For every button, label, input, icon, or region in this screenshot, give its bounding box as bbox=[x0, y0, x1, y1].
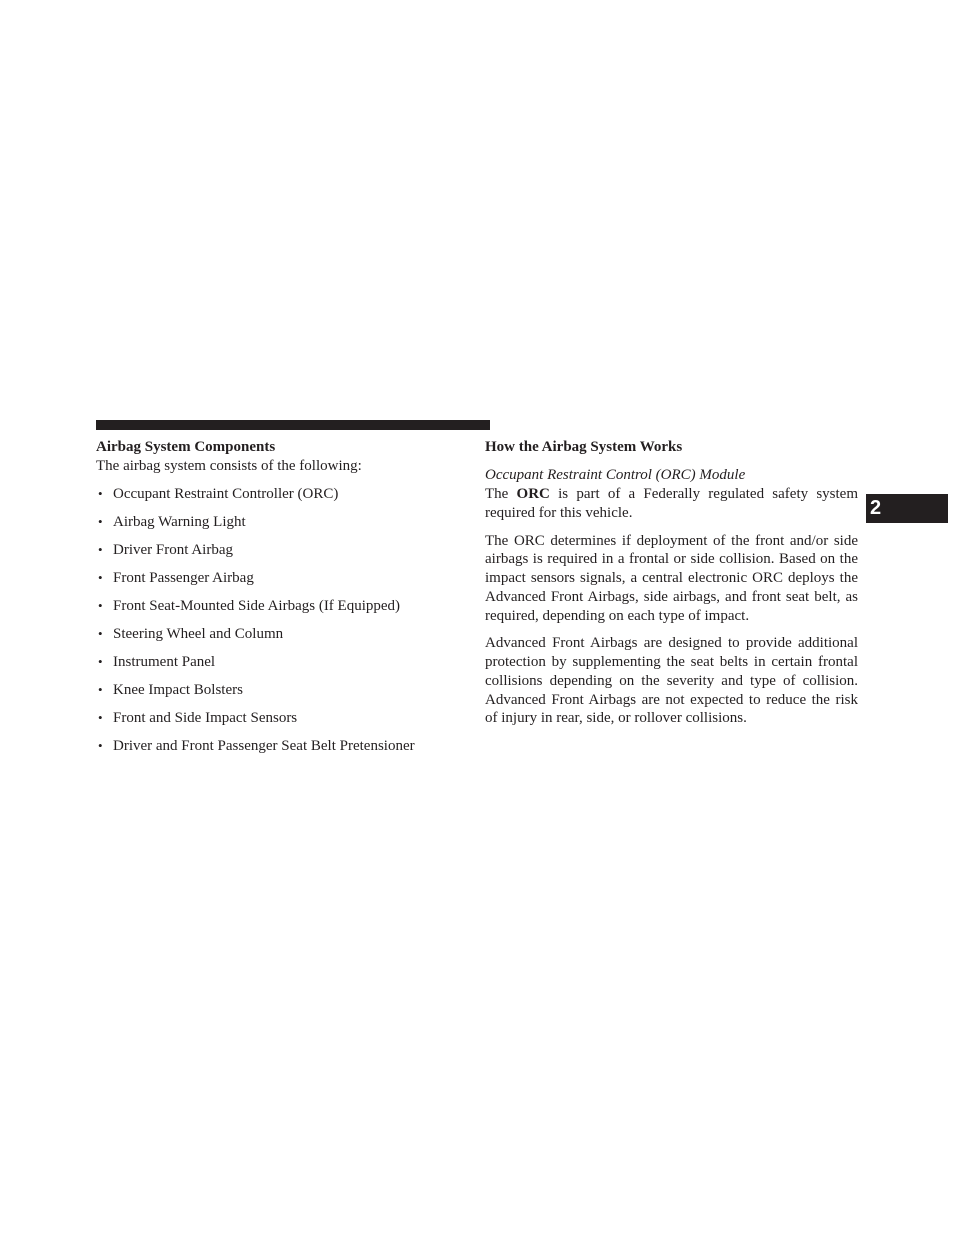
list-item: • Front Seat-Mounted Side Airbags (If Equipped) bbox=[98, 597, 401, 614]
list-item: • Occupant Restraint Controller (ORC) bbox=[98, 485, 339, 502]
bullet-icon: • bbox=[98, 737, 103, 753]
paragraph-orc-intro: The ORC is part of a Federally regulated safety system required for this vehicle. bbox=[485, 486, 858, 521]
list-item: • Instrument Panel bbox=[98, 653, 216, 670]
bullet-icon: • bbox=[98, 485, 103, 501]
section-heading-components: Airbag System Components bbox=[96, 439, 276, 455]
bullet-icon: • bbox=[98, 681, 103, 697]
left-column bbox=[96, 438, 468, 765]
components-list bbox=[96, 485, 468, 756]
list-item: • Front Passenger Airbag bbox=[98, 569, 254, 586]
list-item: • Driver and Front Passenger Seat Belt Pretensioner bbox=[98, 737, 415, 754]
bullet-icon: • bbox=[98, 709, 103, 725]
chapter-number: 2 bbox=[870, 497, 882, 519]
section-heading-how-it-works: How the Airbag System Works bbox=[485, 439, 683, 455]
list-item: • Knee Impact Bolsters bbox=[98, 681, 243, 698]
list-item: • Front and Side Impact Sensors bbox=[98, 709, 298, 726]
list-item: • Airbag Warning Light bbox=[98, 513, 246, 530]
bullet-icon: • bbox=[98, 541, 103, 557]
orc-bold-term: ORC bbox=[516, 486, 550, 502]
bullet-icon: • bbox=[98, 625, 103, 641]
bullet-icon: • bbox=[98, 597, 103, 613]
paragraph-advanced-airbags: Advanced Front Airbags are designed to provide additional protection by supplementing the seat belts in certain frontal collisions depending on the severity and type of collision. Advanced Front Airbags are not expected to reduce the risk of injury in rear, side, or rollover collisions. bbox=[485, 635, 858, 727]
paragraph-orc-deployment: The ORC determines if deployment of the front and/or side airbags is required in a frontal or side collision. Based on the impact sensors signals, a central electronic ORC deploys the Advanced Front Airbags, side airbags, and front seat belt, as required, depending on each type of impact. bbox=[485, 532, 858, 624]
right-column bbox=[485, 438, 858, 728]
intro-text: The airbag system consists of the following: bbox=[96, 458, 362, 474]
list-item: • Steering Wheel and Column bbox=[98, 625, 284, 642]
bullet-icon: • bbox=[98, 653, 103, 669]
list-item: • Driver Front Airbag bbox=[98, 541, 233, 558]
section-rule bbox=[96, 420, 490, 430]
subsection-heading: Occupant Restraint Control (ORC) Module bbox=[485, 467, 746, 483]
bullet-icon: • bbox=[98, 513, 103, 529]
bullet-icon: • bbox=[98, 569, 103, 585]
chapter-tab bbox=[866, 494, 948, 523]
